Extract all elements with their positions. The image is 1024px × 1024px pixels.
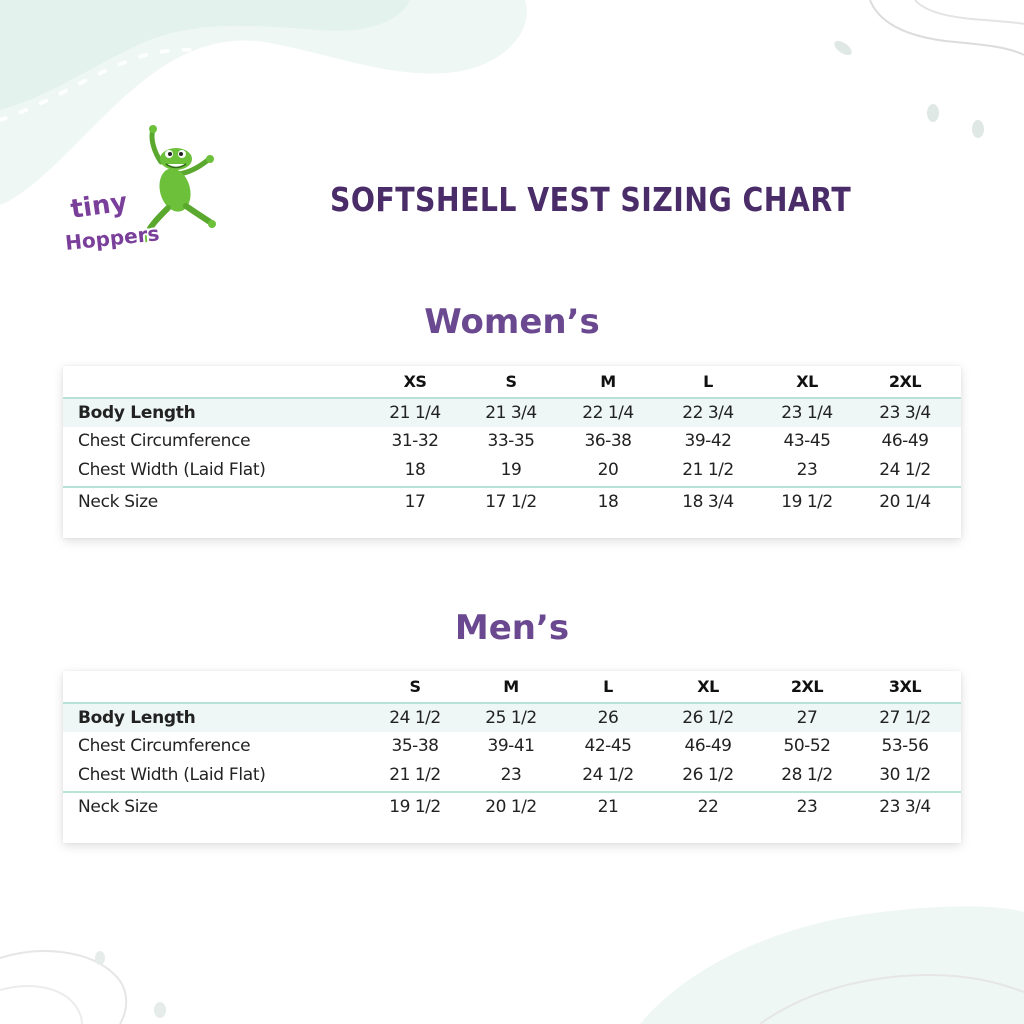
table-cell: 21 3/4	[485, 403, 537, 423]
table-cell: 23	[796, 460, 818, 480]
size-header: S	[505, 372, 517, 391]
table-cell: 26 1/2	[682, 708, 734, 728]
table-cell: 23 3/4	[879, 797, 931, 817]
table-cell: 23	[500, 765, 522, 785]
table-cell: 35-38	[391, 736, 439, 756]
row-label: Body Length	[78, 403, 196, 423]
table-cell: 27 1/2	[879, 708, 931, 728]
table-cell: 36-38	[584, 431, 632, 451]
table-cell: 27	[796, 708, 818, 728]
size-header: M	[503, 677, 519, 696]
table-header-row	[63, 368, 961, 396]
table-cell: 46-49	[684, 736, 732, 756]
table-row	[63, 427, 961, 455]
row-label: Chest Width (Laid Flat)	[78, 460, 266, 480]
table-cell: 31-32	[391, 431, 439, 451]
size-header: 3XL	[888, 677, 922, 696]
row-label: Neck Size	[78, 797, 158, 817]
table-cell: 24 1/2	[582, 765, 634, 785]
table-cell: 19 1/2	[389, 797, 441, 817]
table-cell: 18 3/4	[682, 492, 734, 512]
table-cell: 17 1/2	[485, 492, 537, 512]
table-cell: 25 1/2	[485, 708, 537, 728]
table-cell: 22 1/4	[582, 403, 634, 423]
table-cell: 53-56	[881, 736, 929, 756]
table-cell: 21 1/2	[389, 765, 441, 785]
size-header: S	[409, 677, 421, 696]
table-cell: 42-45	[584, 736, 632, 756]
table-cell: 24 1/2	[879, 460, 931, 480]
womens-size-table	[63, 366, 961, 538]
table-cell: 23 3/4	[879, 403, 931, 423]
row-label: Neck Size	[78, 492, 158, 512]
tiny-hoppers-logo	[58, 118, 228, 268]
table-cell: 20	[597, 460, 619, 480]
table-cell: 43-45	[783, 431, 831, 451]
size-header: XS	[403, 372, 427, 391]
row-label: Chest Circumference	[78, 431, 251, 451]
size-header: XL	[796, 372, 818, 391]
table-row	[63, 456, 961, 484]
table-cell: 50-52	[783, 736, 831, 756]
table-cell: 39-41	[487, 736, 535, 756]
table-cell: 17	[404, 492, 426, 512]
size-header: 2XL	[790, 677, 824, 696]
table-cell: 26	[597, 708, 619, 728]
table-header-row	[63, 673, 961, 701]
row-label: Chest Circumference	[78, 736, 251, 756]
page-title: SOFTSHELL VEST SIZING CHART	[330, 180, 852, 219]
table-cell: 21 1/4	[389, 403, 441, 423]
table-cell: 28 1/2	[781, 765, 833, 785]
size-header: 2XL	[888, 372, 922, 391]
table-cell: 22 3/4	[682, 403, 734, 423]
womens-section-title: Women’s	[424, 302, 600, 342]
row-label: Chest Width (Laid Flat)	[78, 765, 266, 785]
table-cell: 20 1/2	[485, 797, 537, 817]
table-cell: 21 1/2	[682, 460, 734, 480]
table-cell: 39-42	[684, 431, 732, 451]
table-cell: 23	[796, 797, 818, 817]
mens-section-title: Men’s	[454, 608, 570, 648]
size-header: L	[603, 677, 613, 696]
table-cell: 18	[404, 460, 426, 480]
table-cell: 33-35	[487, 431, 535, 451]
size-header: XL	[697, 677, 719, 696]
table-cell: 22	[697, 797, 719, 817]
size-header: L	[703, 372, 713, 391]
size-header: M	[600, 372, 616, 391]
table-row	[63, 761, 961, 789]
table-cell: 19	[500, 460, 522, 480]
logo-text-hoppers: Hoppers	[64, 221, 161, 255]
table-cell: 18	[597, 492, 619, 512]
row-label: Body Length	[78, 708, 196, 728]
logo-text-tiny: tiny	[68, 187, 130, 225]
table-cell: 24 1/2	[389, 708, 441, 728]
table-cell: 46-49	[881, 431, 929, 451]
table-cell: 23 1/4	[781, 403, 833, 423]
table-cell: 21	[597, 797, 619, 817]
table-cell: 19 1/2	[781, 492, 833, 512]
table-row	[63, 486, 961, 516]
table-row	[63, 397, 961, 427]
table-row	[63, 702, 961, 732]
mens-size-table	[63, 671, 961, 843]
table-row	[63, 732, 961, 760]
table-cell: 26 1/2	[682, 765, 734, 785]
table-cell: 30 1/2	[879, 765, 931, 785]
table-row	[63, 791, 961, 821]
table-cell: 20 1/4	[879, 492, 931, 512]
